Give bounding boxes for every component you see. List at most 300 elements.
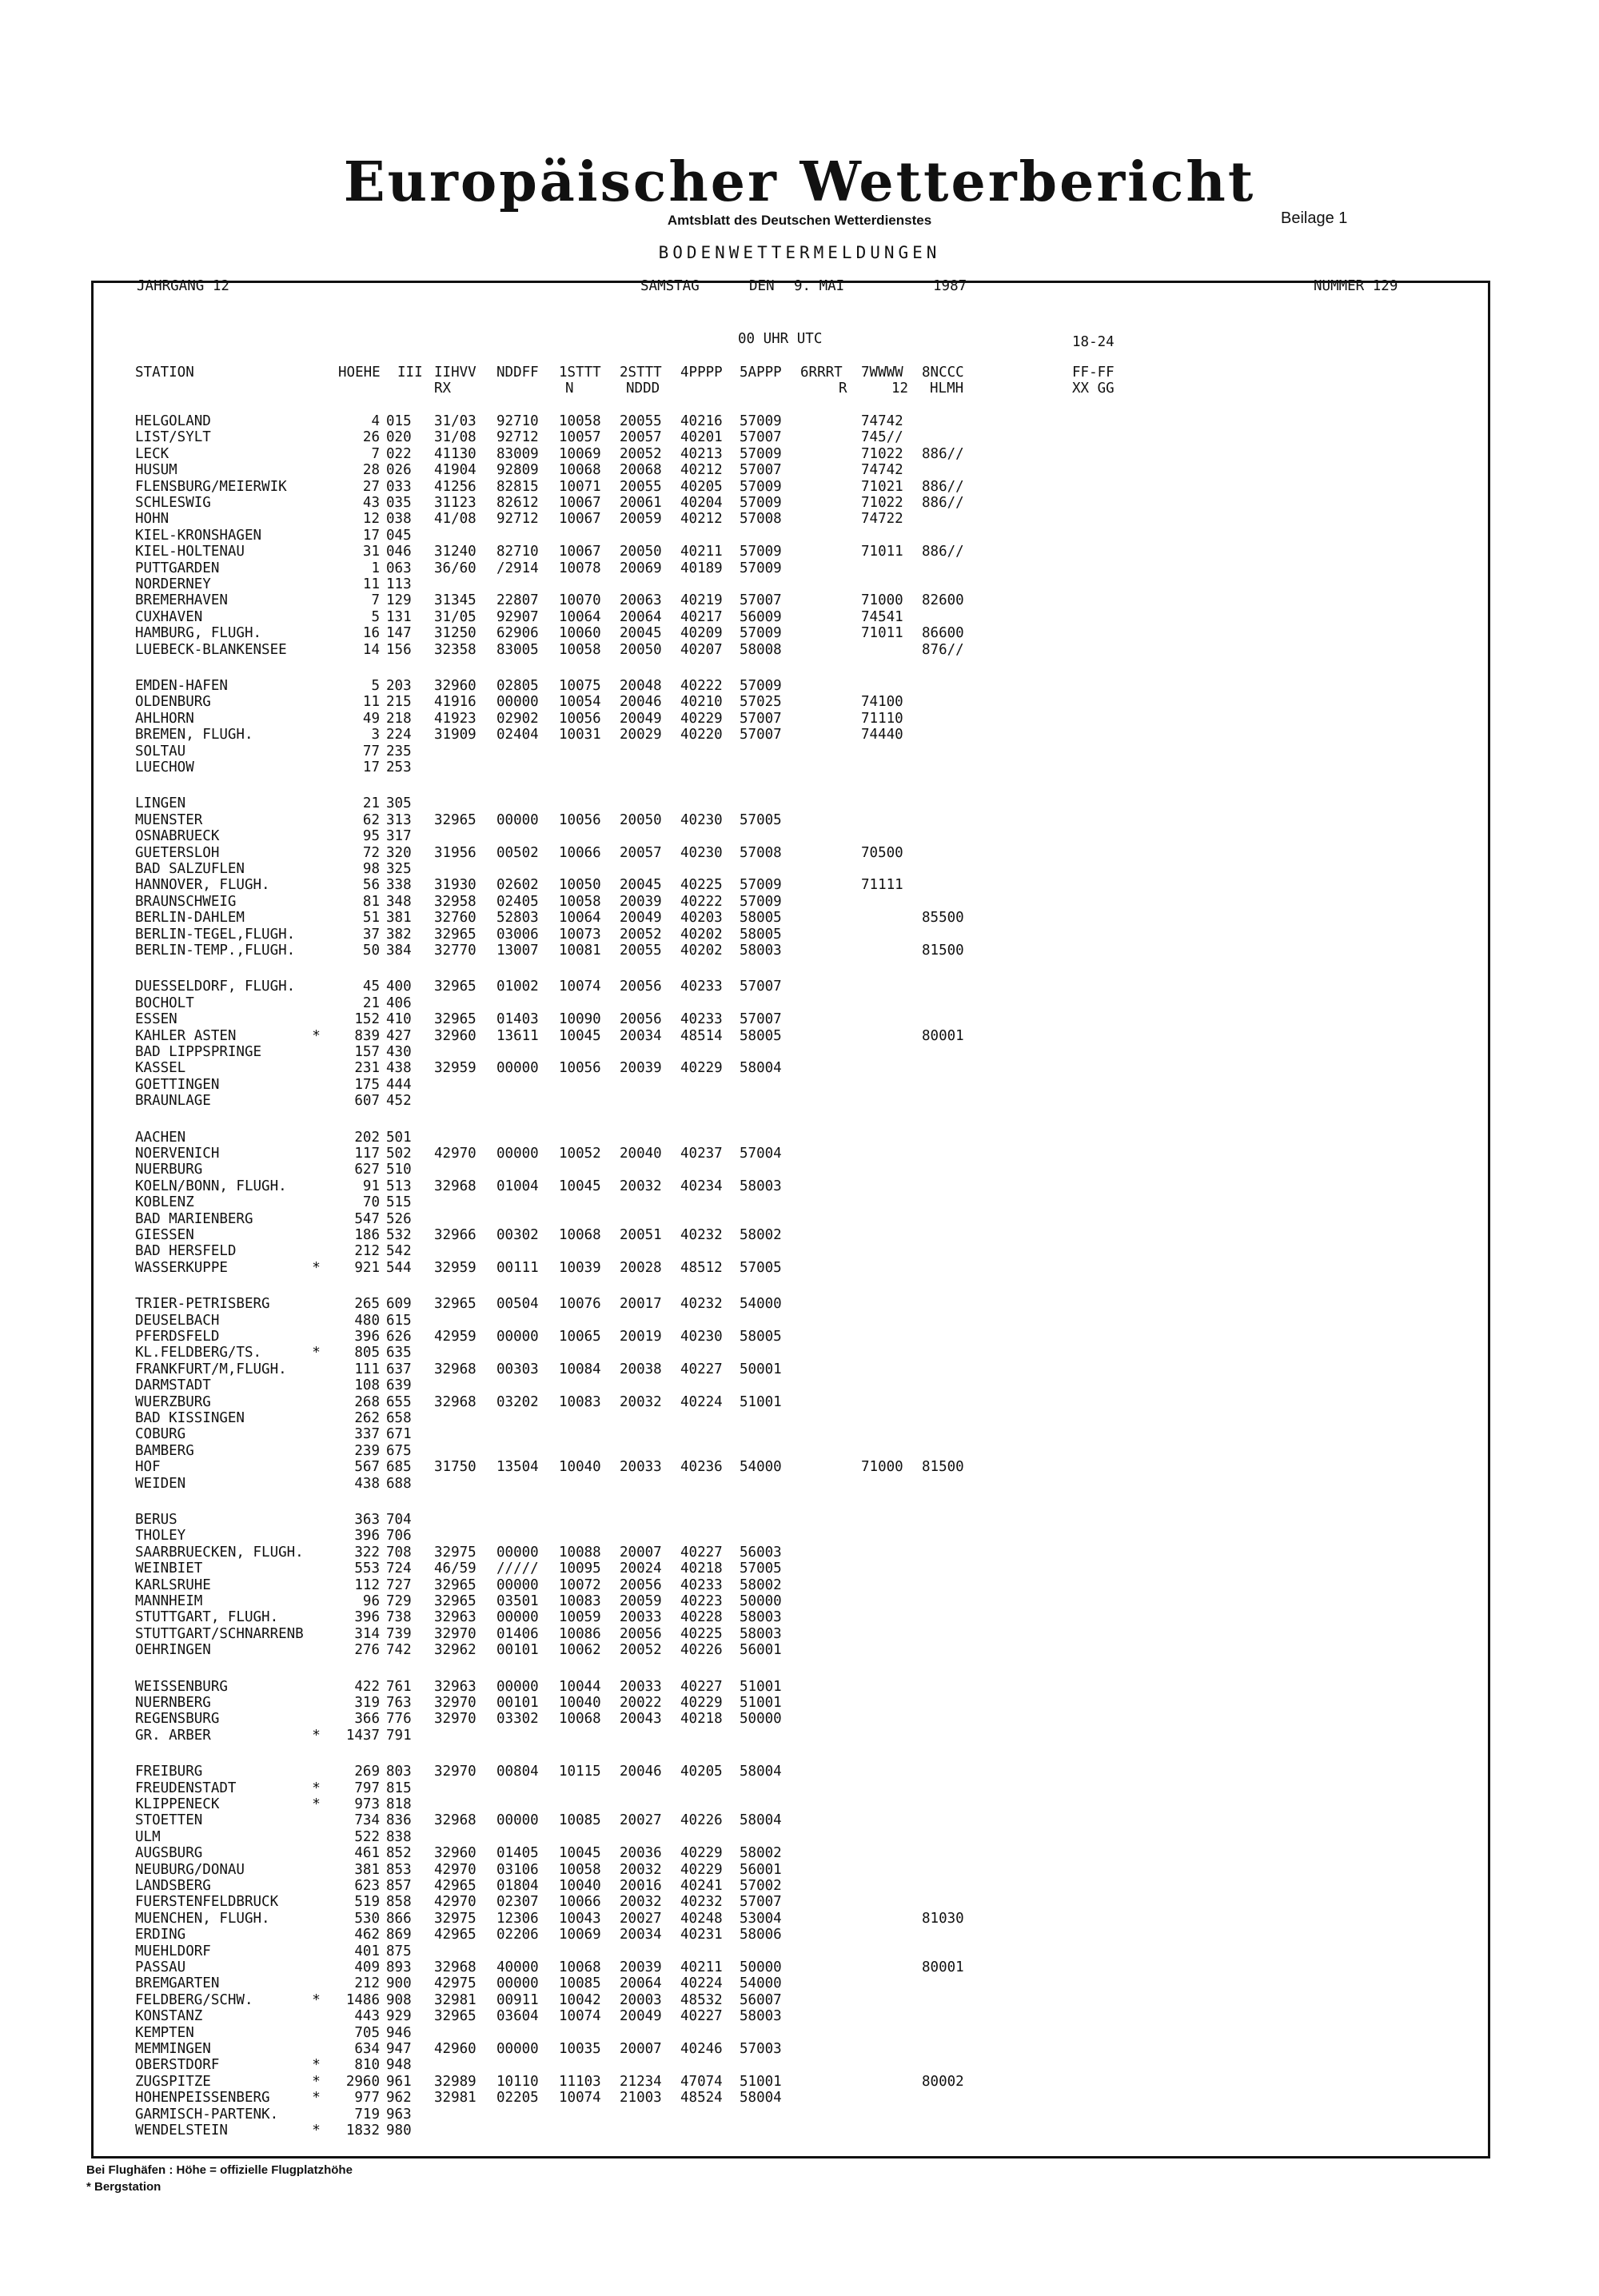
station-name: HOHN (135, 511, 169, 528)
hoehe-value: 4 (371, 413, 380, 429)
5appp-value: 58003 (740, 943, 782, 959)
station-name: NEUBURG/DONAU (135, 1861, 245, 1878)
2sttt-value: 20029 (620, 727, 662, 743)
4pppp-value: 40224 (680, 1393, 723, 1410)
report-frame (91, 278, 1490, 2158)
5appp-value: 58005 (740, 1027, 782, 1044)
station-name: BERUS (135, 1512, 177, 1528)
header-6rrrt: 6RRRT (800, 365, 843, 381)
table-row (94, 1130, 1488, 1146)
station-name: MUEHLDORF (135, 1943, 211, 1959)
5appp-value: 57007 (740, 710, 782, 727)
iii-value: 203 (386, 678, 412, 694)
iihvv-value: 32965 (434, 1011, 477, 1028)
table-row (94, 1093, 1488, 1109)
2sttt-value: 20050 (620, 811, 662, 828)
nddff-value: 40000 (496, 1959, 539, 1975)
iihvv-value: 31/08 (434, 429, 477, 446)
1sttt-value: 10060 (559, 625, 601, 642)
hoehe-value: 43 (362, 495, 380, 511)
hoehe-value: 212 (354, 1975, 380, 1992)
5appp-value: 58006 (740, 1927, 782, 1943)
1sttt-value: 10068 (559, 1959, 601, 1975)
station-name: WASSERKUPPE * (135, 1259, 321, 1276)
hoehe-value: 45 (362, 979, 380, 995)
nddff-value: 01004 (496, 1178, 539, 1194)
table-row (94, 910, 1488, 926)
1sttt-value: 10052 (559, 1146, 601, 1162)
7wwww-value: 74440 (861, 727, 903, 743)
5appp-value: 58004 (740, 1764, 782, 1780)
iihvv-value: 31345 (434, 592, 477, 609)
1sttt-value: 10068 (559, 1711, 601, 1728)
4pppp-value: 40223 (680, 1593, 723, 1609)
nddff-value: 62906 (496, 625, 539, 642)
4pppp-value: 47074 (680, 2073, 723, 2090)
4pppp-value: 40207 (680, 641, 723, 658)
table-row (94, 1728, 1488, 1744)
4pppp-value: 40233 (680, 1577, 723, 1593)
1sttt-value: 10064 (559, 608, 601, 625)
hoehe-value: 366 (354, 1711, 380, 1728)
iii-value: 637 (386, 1361, 412, 1377)
iii-value: 609 (386, 1296, 412, 1313)
hoehe-value: 21 (362, 995, 380, 1011)
1sttt-value: 10067 (559, 495, 601, 511)
iii-value: 430 (386, 1044, 412, 1060)
station-name: MUENCHEN, FLUGH. (135, 1910, 270, 1927)
hoehe-value: 11 (362, 694, 380, 711)
4pppp-value: 40227 (680, 2008, 723, 2025)
iii-value: 045 (386, 527, 412, 544)
5appp-value: 57007 (740, 727, 782, 743)
iihvv-value: 42965 (434, 1878, 477, 1894)
5appp-value: 58002 (740, 1227, 782, 1243)
station-name: BERLIN-TEGEL,FLUGH. (135, 926, 296, 943)
subtitle: Amtsblatt des Deutschen Wetterdienstes (667, 213, 932, 228)
2sttt-value: 20040 (620, 1146, 662, 1162)
hoehe-value: 634 (354, 2041, 380, 2057)
table-row (94, 1545, 1488, 1561)
table-row (94, 1329, 1488, 1345)
iii-value: 866 (386, 1910, 412, 1927)
hoehe-value: 3 (371, 727, 380, 743)
5appp-value: 58002 (740, 1845, 782, 1862)
station-name: PUTTGARDEN (135, 560, 220, 576)
iii-value: 658 (386, 1410, 412, 1426)
iihvv-value: 32960 (434, 678, 477, 694)
nddff-value: 02805 (496, 678, 539, 694)
1sttt-value: 10058 (559, 641, 601, 658)
hoehe-value: 31 (362, 544, 380, 560)
table-row (94, 1878, 1488, 1894)
nddff-value: 01405 (496, 1845, 539, 1862)
1sttt-value: 10040 (559, 1695, 601, 1711)
station-name: KOELN/BONN, FLUGH. (135, 1178, 287, 1194)
4pppp-value: 40237 (680, 1146, 723, 1162)
hoehe-value: 1 (371, 560, 380, 576)
hoehe-value: 11 (362, 576, 380, 592)
5appp-value: 51001 (740, 1393, 782, 1410)
table-row (94, 2123, 1488, 2139)
iihvv-value: 32970 (434, 1625, 477, 1642)
station-name: PFERDSFELD (135, 1329, 220, 1345)
5appp-value: 57007 (740, 979, 782, 995)
2sttt-value: 20064 (620, 608, 662, 625)
station-name: GOETTINGEN (135, 1076, 220, 1093)
iihvv-value: 32968 (434, 1812, 477, 1829)
hoehe-value: 409 (354, 1959, 380, 1975)
iihvv-value: 42960 (434, 2041, 477, 2057)
2sttt-value: 20063 (620, 592, 662, 609)
year-label: 1987 (933, 278, 967, 294)
iii-value: 946 (386, 2024, 412, 2041)
header-8nccc: 8NCCC (922, 365, 964, 381)
2sttt-value: 20056 (620, 1577, 662, 1593)
iii-value: 908 (386, 1991, 412, 2008)
station-name: NUERBURG (135, 1162, 203, 1178)
iii-value: 033 (386, 478, 412, 495)
4pppp-value: 40229 (680, 710, 723, 727)
hoehe-value: 17 (362, 759, 380, 775)
station-name: SOLTAU (135, 743, 186, 759)
8nccc-value: 80001 (922, 1959, 964, 1975)
5appp-value: 57002 (740, 1878, 782, 1894)
iii-value: 113 (386, 576, 412, 592)
1sttt-value: 10071 (559, 478, 601, 495)
station-name: KLIPPENECK * (135, 1796, 321, 1812)
4pppp-value: 40233 (680, 979, 723, 995)
5appp-value: 56007 (740, 1991, 782, 2008)
hoehe-value: 276 (354, 1642, 380, 1659)
4pppp-value: 40226 (680, 1642, 723, 1659)
iihvv-value: 32965 (434, 811, 477, 828)
station-name: BAD KISSINGEN (135, 1410, 245, 1426)
8nccc-value: 886// (922, 495, 964, 511)
hoehe-value: 98 (362, 861, 380, 877)
table-row (94, 1812, 1488, 1828)
iihvv-value: 32968 (434, 1178, 477, 1194)
table-row (94, 1862, 1488, 1878)
7wwww-value: 74722 (861, 511, 903, 528)
table-row (94, 1296, 1488, 1312)
iii-value: 803 (386, 1764, 412, 1780)
station-name: KEMPTEN (135, 2024, 194, 2041)
4pppp-value: 40203 (680, 910, 723, 927)
hoehe-value: 212 (354, 1243, 380, 1260)
5appp-value: 57005 (740, 1259, 782, 1276)
table-row (94, 1028, 1488, 1044)
4pppp-value: 40211 (680, 544, 723, 560)
hoehe-value: 49 (362, 710, 380, 727)
iii-value: 761 (386, 1678, 412, 1695)
nddff-value: 00000 (496, 2041, 539, 2057)
station-name: TRIER-PETRISBERG (135, 1296, 270, 1313)
column-headers (94, 365, 1488, 400)
station-name: BREMERHAVEN (135, 592, 228, 609)
table-row (94, 1577, 1488, 1593)
8nccc-value: 80001 (922, 1027, 964, 1044)
2sttt-value: 20061 (620, 495, 662, 511)
iii-value: 305 (386, 795, 412, 812)
1sttt-value: 10085 (559, 1975, 601, 1992)
hoehe-value: 810 (354, 2057, 380, 2074)
station-name: WENDELSTEIN * (135, 2123, 321, 2139)
4pppp-value: 48514 (680, 1027, 723, 1044)
table-row (94, 560, 1488, 576)
1sttt-value: 10074 (559, 2090, 601, 2107)
iihvv-value: 31750 (434, 1459, 477, 1476)
5appp-value: 57009 (740, 544, 782, 560)
iii-value: 857 (386, 1878, 412, 1894)
4pppp-value: 40211 (680, 1959, 723, 1975)
iii-value: 015 (386, 413, 412, 429)
2sttt-value: 20039 (620, 893, 662, 910)
1sttt-value: 10084 (559, 1361, 601, 1377)
hoehe-value: 21 (362, 795, 380, 812)
station-name: ESSEN (135, 1011, 177, 1028)
table-row (94, 1512, 1488, 1528)
nddff-value: 83009 (496, 445, 539, 462)
station-name: BRAUNLAGE (135, 1093, 211, 1110)
header-iii: III (397, 365, 423, 381)
header-2sttt: 2STTT (620, 365, 662, 381)
hoehe-value: 91 (362, 1178, 380, 1194)
table-row (94, 1679, 1488, 1695)
hoehe-value: 12 (362, 511, 380, 528)
station-name: GIESSEN (135, 1227, 194, 1243)
hoehe-value: 522 (354, 1828, 380, 1845)
iii-value: 635 (386, 1345, 412, 1361)
5appp-value: 58004 (740, 2090, 782, 2107)
station-name: KASSEL (135, 1060, 186, 1077)
iihvv-value: 31956 (434, 844, 477, 861)
table-row (94, 1313, 1488, 1329)
nddff-value: 02404 (496, 727, 539, 743)
2sttt-value: 20050 (620, 544, 662, 560)
hoehe-value: 17 (362, 527, 380, 544)
iii-value: 338 (386, 877, 412, 894)
4pppp-value: 40217 (680, 608, 723, 625)
table-row (94, 1593, 1488, 1609)
iii-value: 900 (386, 1975, 412, 1992)
station-name: HOHENPEISSENBERG * (135, 2090, 321, 2107)
5appp-value: 58003 (740, 1609, 782, 1626)
table-row (94, 1044, 1488, 1060)
table-row (94, 2025, 1488, 2041)
iihvv-value: 32760 (434, 910, 477, 927)
station-name: EMDEN-HAFEN (135, 678, 228, 694)
iihvv-value: 32965 (434, 2008, 477, 2025)
iihvv-value: 42970 (434, 1894, 477, 1911)
table-row (94, 1146, 1488, 1162)
iihvv-value: 32770 (434, 943, 477, 959)
1sttt-value: 10044 (559, 1678, 601, 1695)
table-row (94, 576, 1488, 592)
7wwww-value: 71011 (861, 544, 903, 560)
hoehe-value: 705 (354, 2024, 380, 2041)
5appp-value: 57025 (740, 694, 782, 711)
hoehe-value: 7 (371, 445, 380, 462)
2sttt-value: 20017 (620, 1296, 662, 1313)
station-name: AUGSBURG (135, 1845, 203, 1862)
table-row (94, 812, 1488, 828)
2sttt-value: 20049 (620, 910, 662, 927)
iii-value: 962 (386, 2090, 412, 2107)
nddff-value: 00111 (496, 1259, 539, 1276)
station-name: BAMBERG (135, 1442, 194, 1459)
5appp-value: 50000 (740, 1959, 782, 1975)
iii-value: 444 (386, 1076, 412, 1093)
2sttt-value: 20032 (620, 1393, 662, 1410)
iihvv-value: 32968 (434, 1393, 477, 1410)
hoehe-value: 461 (354, 1845, 380, 1862)
iii-value: 147 (386, 625, 412, 642)
4pppp-value: 40201 (680, 429, 723, 446)
hoehe-value: 112 (354, 1577, 380, 1593)
5appp-value: 57008 (740, 844, 782, 861)
table-row (94, 1959, 1488, 1975)
2sttt-value: 20049 (620, 710, 662, 727)
station-name: LIST/SYLT (135, 429, 211, 446)
nddff-value: 92710 (496, 413, 539, 429)
table-row (94, 1426, 1488, 1442)
2sttt-value: 20045 (620, 877, 662, 894)
table-row (94, 1780, 1488, 1796)
8nccc-value: 85500 (922, 910, 964, 927)
1sttt-value: 10115 (559, 1764, 601, 1780)
nddff-value: 82612 (496, 495, 539, 511)
iii-value: 724 (386, 1561, 412, 1577)
5appp-value: 58005 (740, 910, 782, 927)
8nccc-value: 81030 (922, 1910, 964, 1927)
iii-value: 869 (386, 1927, 412, 1943)
5appp-value: 57009 (740, 495, 782, 511)
station-name: AACHEN (135, 1129, 186, 1146)
hoehe-value: 50 (362, 943, 380, 959)
station-name: FRANKFURT/M,FLUGH. (135, 1361, 287, 1377)
table-row (94, 544, 1488, 560)
table-row (94, 1609, 1488, 1625)
iii-value: 875 (386, 1943, 412, 1959)
2sttt-value: 20050 (620, 641, 662, 658)
table-row (94, 1894, 1488, 1910)
nddff-value: 02902 (496, 710, 539, 727)
station-name: FELDBERG/SCHW. * (135, 1991, 321, 2008)
table-row (94, 861, 1488, 877)
nddff-value: 01406 (496, 1625, 539, 1642)
4pppp-value: 40229 (680, 1845, 723, 1862)
1sttt-value: 10056 (559, 811, 601, 828)
hoehe-value: 314 (354, 1625, 380, 1642)
table-row (94, 1394, 1488, 1410)
table-row (94, 2057, 1488, 2073)
iihvv-value: 42965 (434, 1927, 477, 1943)
2sttt-value: 20055 (620, 413, 662, 429)
4pppp-value: 40226 (680, 1812, 723, 1829)
nddff-value: 02405 (496, 893, 539, 910)
iii-value: 704 (386, 1512, 412, 1528)
iii-value: 317 (386, 828, 412, 845)
hoehe-value: 152 (354, 1011, 380, 1028)
4pppp-value: 40225 (680, 1625, 723, 1642)
table-row (94, 1695, 1488, 1711)
5appp-value: 57009 (740, 413, 782, 429)
iii-value: 026 (386, 462, 412, 479)
1sttt-value: 10040 (559, 1459, 601, 1476)
nddff-value: 00000 (496, 1812, 539, 1829)
station-name: GR. ARBER * (135, 1727, 321, 1744)
iihvv-value: 32975 (434, 1544, 477, 1561)
nddff-value: 00504 (496, 1296, 539, 1313)
2sttt-value: 20033 (620, 1678, 662, 1695)
table-row (94, 877, 1488, 893)
2sttt-value: 20055 (620, 478, 662, 495)
table-row (94, 1764, 1488, 1780)
iii-value: 929 (386, 2008, 412, 2025)
header-4pppp: 4PPPP (680, 365, 723, 381)
iihvv-value: 32959 (434, 1060, 477, 1077)
station-name: AHLHORN (135, 710, 194, 727)
table-row (94, 528, 1488, 544)
iii-value: 852 (386, 1845, 412, 1862)
5appp-value: 58005 (740, 926, 782, 943)
1sttt-value: 10090 (559, 1011, 601, 1028)
4pppp-value: 40213 (680, 445, 723, 462)
1sttt-value: 10088 (559, 1544, 601, 1561)
table-row (94, 1260, 1488, 1276)
8nccc-value: 886// (922, 544, 964, 560)
hoehe-value: 623 (354, 1878, 380, 1894)
station-name: COBURG (135, 1426, 186, 1443)
table-row (94, 727, 1488, 743)
nddff-value: 03501 (496, 1593, 539, 1609)
1sttt-value: 10086 (559, 1625, 601, 1642)
1sttt-value: 10066 (559, 844, 601, 861)
iii-value: 320 (386, 844, 412, 861)
nddff-value: 92907 (496, 608, 539, 625)
1sttt-value: 10058 (559, 893, 601, 910)
station-name: STOETTEN (135, 1812, 203, 1829)
5appp-value: 57009 (740, 893, 782, 910)
1sttt-value: 10045 (559, 1178, 601, 1194)
station-name: BAD LIPPSPRINGE (135, 1044, 262, 1060)
4pppp-value: 40204 (680, 495, 723, 511)
iii-value: 410 (386, 1011, 412, 1028)
iihvv-value: 42975 (434, 1975, 477, 1992)
8nccc-value: 886// (922, 478, 964, 495)
1sttt-value: 10040 (559, 1878, 601, 1894)
header-7wwww: 7WWWW (861, 365, 903, 381)
observation-time: 00 UHR UTC (738, 331, 823, 347)
5appp-value: 58005 (740, 1329, 782, 1345)
table-row (94, 609, 1488, 625)
station-name: LANDSBERG (135, 1878, 211, 1894)
table-row (94, 943, 1488, 959)
hoehe-value: 480 (354, 1312, 380, 1329)
4pppp-value: 40233 (680, 1011, 723, 1028)
2sttt-value: 20033 (620, 1459, 662, 1476)
iii-value: 836 (386, 1812, 412, 1829)
1sttt-value: 10045 (559, 1845, 601, 1862)
station-name: LECK (135, 445, 169, 462)
iihvv-value: 41916 (434, 694, 477, 711)
1sttt-value: 10066 (559, 1894, 601, 1911)
hoehe-value: 322 (354, 1544, 380, 1561)
iihvv-value: 32958 (434, 893, 477, 910)
weekday-label: SAMSTAG (640, 278, 700, 294)
nddff-value: 83005 (496, 641, 539, 658)
